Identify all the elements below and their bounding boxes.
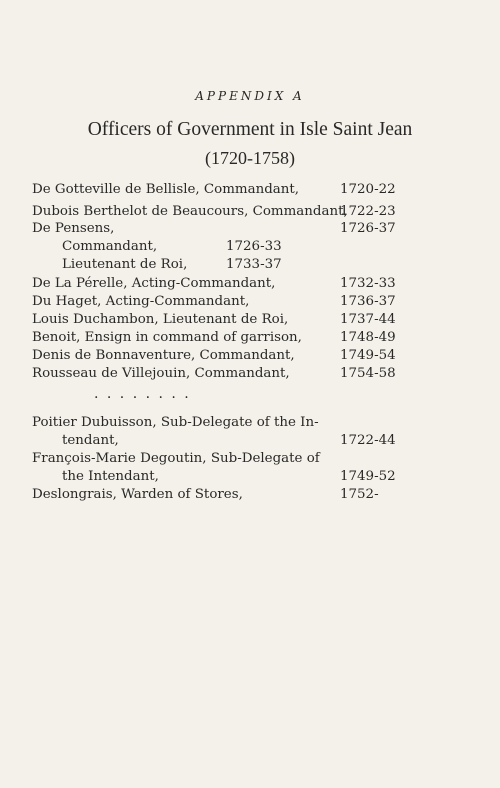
appendix-label: APPENDIX A (195, 89, 305, 103)
officer-years: 1736-37 (340, 294, 396, 309)
delegate-years: 1752- (340, 487, 379, 502)
officer-years: 1726-37 (340, 221, 396, 236)
officer-name: Du Haget, Acting-Commandant, (32, 294, 250, 309)
officer-name: Benoit, Ensign in command of garrison, (32, 330, 302, 345)
officer-name: Dubois Berthelot de Beaucours, Commandant, (32, 204, 348, 219)
officer-years: 1732-33 (340, 276, 396, 291)
officer-years: 1733-37 (226, 257, 282, 272)
delegate-years: 1722-44 (340, 433, 396, 448)
officer-name: Rousseau de Villejouin, Commandant, (32, 366, 290, 381)
officer-name: De La Pérelle, Acting-Commandant, (32, 276, 276, 291)
delegate-years: 1749-52 (340, 469, 396, 484)
delegate-name: Deslongrais, Warden of Stores, (32, 487, 243, 502)
delegate-role: the Intendant, (62, 469, 159, 484)
officer-years: 1722-23 (340, 204, 396, 219)
delegate-role: tendant, (62, 433, 119, 448)
officer-role: Lieutenant de Roi, (62, 257, 188, 272)
officer-years: 1754-58 (340, 366, 396, 381)
officer-years: 1749-54 (340, 348, 396, 363)
officer-name: Denis de Bonnaventure, Commandant, (32, 348, 295, 363)
officer-years: 1720-22 (340, 182, 396, 197)
officer-years: 1737-44 (340, 312, 396, 327)
officer-role: Commandant, (62, 239, 158, 254)
officer-name: De Pensens, (32, 221, 115, 236)
officer-years: 1726-33 (226, 239, 282, 254)
officer-years: 1748-49 (340, 330, 396, 345)
section-separator: . . . . . . . . (94, 386, 191, 402)
delegate-name: François-Marie Degoutin, Sub-Delegate of (32, 451, 320, 466)
delegate-name: Poitier Dubuisson, Sub-Delegate of the In- (32, 415, 319, 430)
page-title: Officers of Government in Isle Saint Jean (87, 119, 413, 140)
page-subtitle: (1720-1758) (205, 148, 295, 168)
officer-name: Louis Duchambon, Lieutenant de Roi, (32, 312, 289, 327)
officer-name: De Gotteville de Bellisle, Commandant, (32, 182, 300, 197)
